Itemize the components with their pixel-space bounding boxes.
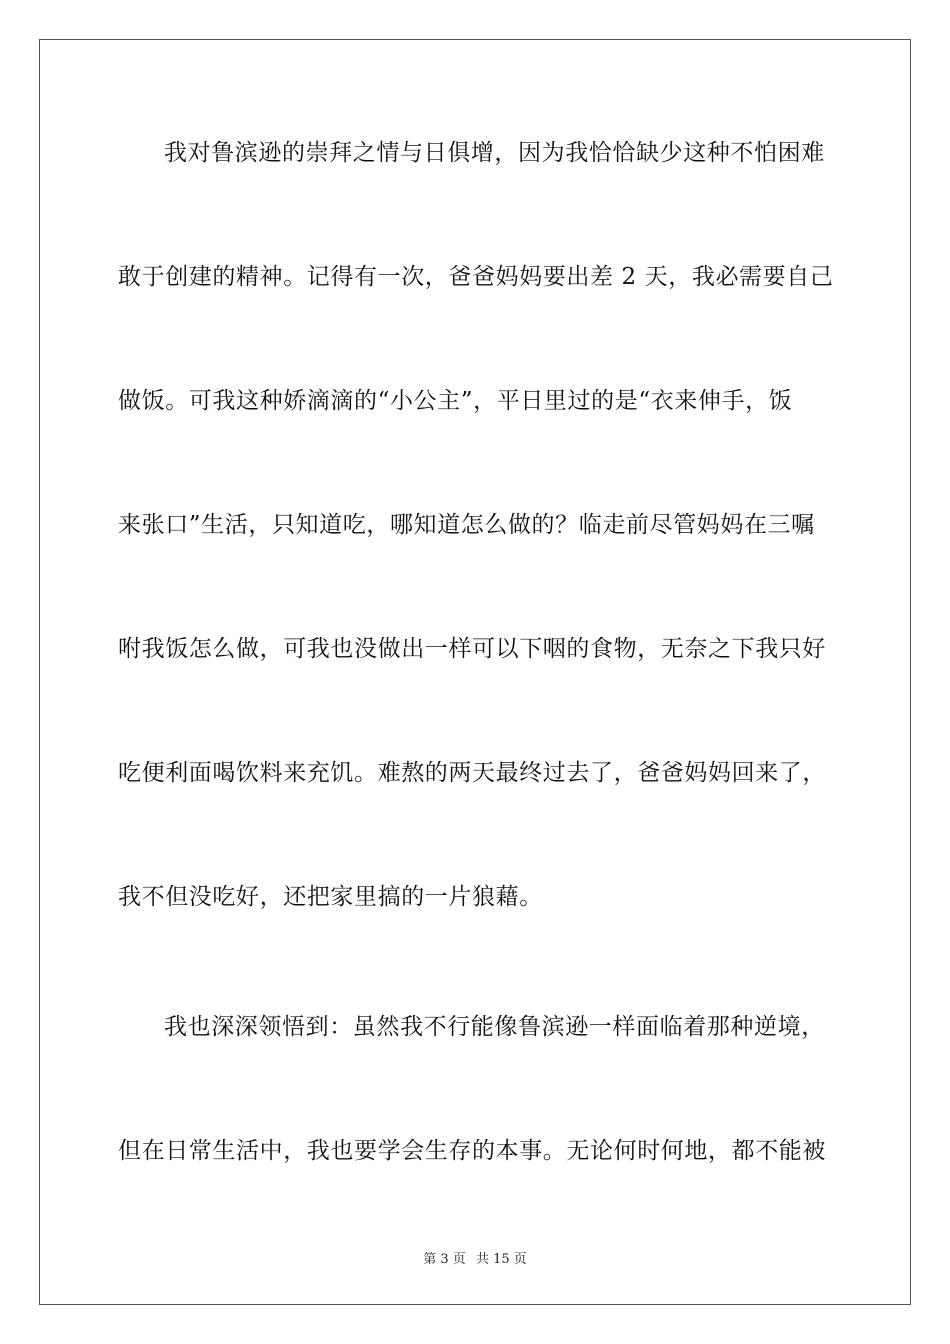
page-border	[39, 39, 911, 1305]
paragraph-1-line-2: 敢于创建的精神。记得有一次，爸爸妈妈要出差 2 天，我必需要自己	[118, 264, 834, 290]
paragraph-1-line-6: 吃便利面喝饮料来充饥。难熬的两天最终过去了，爸爸妈妈回来了，	[118, 760, 826, 786]
paragraph-1-line-4: 来张口”生活，只知道吃，哪知道怎么做的？临走前尽管妈妈在三嘱	[118, 512, 815, 538]
paragraph-2-line-1: 我也深深领悟到：虽然我不行能像鲁滨逊一样面临着那种逆境，	[164, 1014, 825, 1040]
paragraph-2-line-2: 但在日常生活中，我也要学会生存的本事。无论何时何地，都不能被	[118, 1138, 826, 1164]
paragraph-1-line-1: 我对鲁滨逊的崇拜之情与日俱增，因为我恰恰缺少这种不怕困难	[164, 140, 825, 166]
paragraph-1-line-7: 我不但没吃好，还把家里搞的一片狼藉。	[118, 884, 543, 910]
paragraph-1-line-3: 做饭。可我这种娇滴滴的“小公主”，平日里过的是“衣来伸手，饭	[118, 388, 793, 414]
page-footer	[0, 1248, 950, 1267]
total-pages: 共 15 页	[475, 1252, 527, 1267]
paragraph-1-line-5: 咐我饭怎么做，可我也没做出一样可以下咽的食物，无奈之下我只好	[118, 636, 826, 662]
page-number: 第 3 页	[423, 1252, 466, 1267]
